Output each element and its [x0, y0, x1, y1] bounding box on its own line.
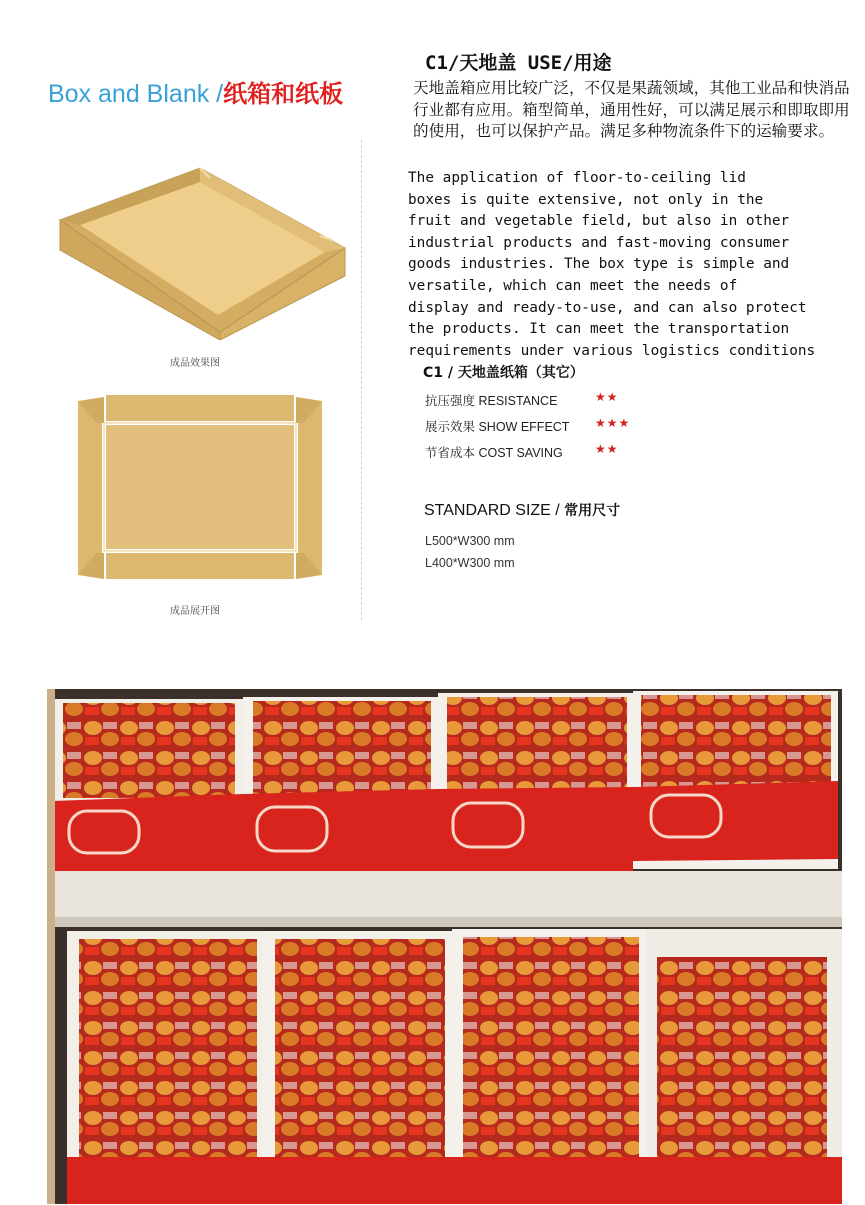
spec-heading: C1 / 天地盖纸箱（其它）: [423, 365, 584, 381]
caption-unfolded: 成品展开图: [170, 606, 220, 617]
product-display-photo: [47, 689, 842, 1204]
page-title: [48, 74, 343, 109]
rating-label-show-effect: 展示效果 SHOW EFFECT: [425, 420, 570, 434]
size-item: L400*W300 mm: [425, 556, 515, 570]
caption-assembled: 成品效果图: [170, 358, 220, 369]
standard-size-heading: [424, 500, 620, 520]
display-shelf-illustration: [47, 689, 842, 1204]
rating-label-resistance: 抗压强度 RESISTANCE: [425, 394, 558, 408]
rating-stars-cost-saving: ★★: [595, 442, 619, 456]
rating-stars-show-effect: ★★★: [595, 416, 631, 430]
column-divider: [361, 140, 362, 620]
use-heading: C1/天地盖 USE/用途: [425, 52, 612, 74]
standard-size-heading-en: STANDARD SIZE /: [424, 502, 565, 519]
unfolded-blank-illustration: [74, 393, 326, 583]
rating-label-cost-saving: 节省成本 COST SAVING: [425, 446, 563, 460]
page-title-cn: 纸箱和纸板: [223, 80, 344, 108]
size-item: L500*W300 mm: [425, 534, 515, 548]
rating-stars-resistance: ★★: [595, 390, 619, 404]
page-title-en: Box and Blank /: [48, 80, 224, 108]
assembled-box-illustration: [50, 160, 355, 340]
description-en: The application of floor-to-ceiling lid boxes is quite extensive, not only in the fruit and vegetable field, but also in other industrial products and fast-moving consumer goods industries. The box type is simple and versatile, which can meet the needs of display and ready-to-use, and can also protect the products. It can meet the transportation requirements under various logistics conditions: [408, 170, 816, 359]
standard-size-heading-cn: 常用尺寸: [564, 503, 621, 519]
description-cn: 天地盖箱应用比较广泛，不仅是果蔬领域，其他工业品和快消品行业都有应用。箱型简单，通用性好，可以满足展示和即取即用的使用，也可以保护产品。满足多种物流条件下的运输要求。: [413, 79, 850, 140]
